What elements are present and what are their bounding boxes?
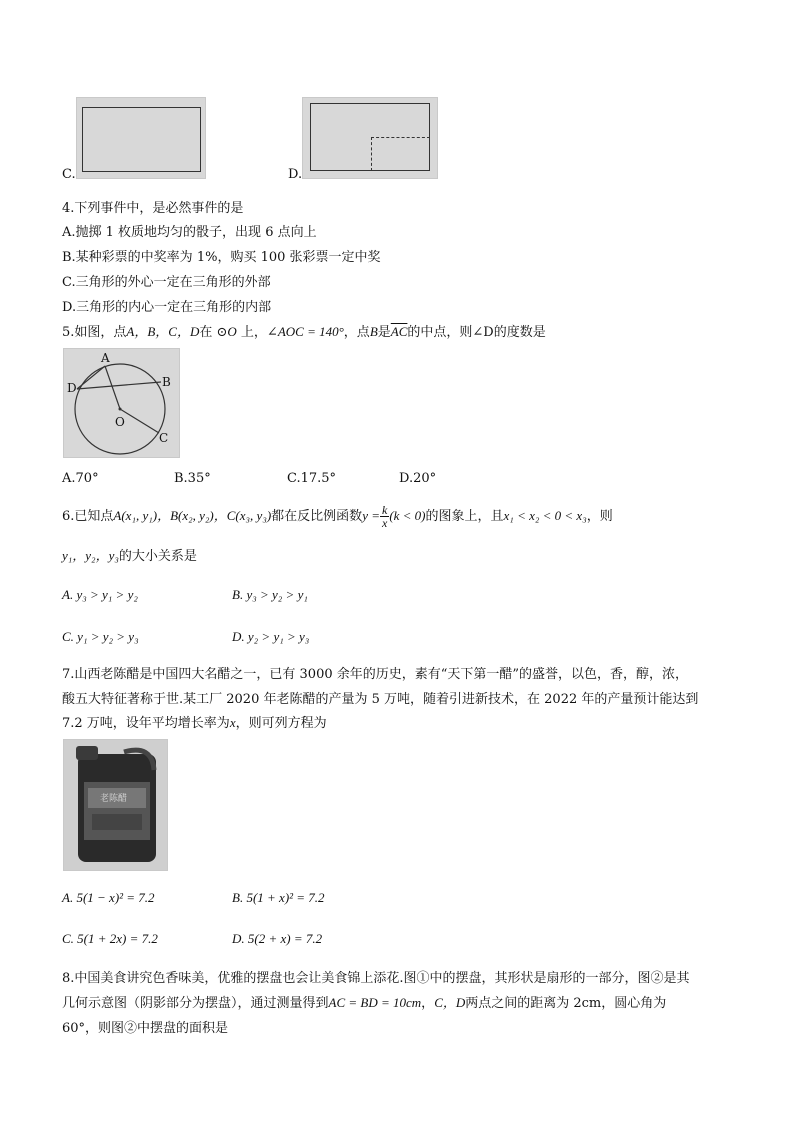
label-o: O (115, 415, 125, 429)
q8-line1: 8.中国美食讲究色香味美，优雅的摆盘也会让美食锦上添花.图①中的摆盘，其形状是扇形的一部分，图②是其 (62, 971, 690, 986)
q6-option-c: C. y₁ > y₂ > y₃ (62, 629, 139, 644)
label-b: B (162, 375, 171, 389)
vinegar-photo (63, 739, 168, 871)
q7-option-d: D. 5(2 + x) = 7.2 (232, 931, 323, 946)
q6-option-a: A. y₃ > y₁ > y₂ (62, 587, 138, 602)
q4-stem: 4.下列事件中，是必然事件的是 (62, 201, 244, 216)
vinegar-jug-image (64, 740, 167, 870)
q7-option-c: C. 5(1 + 2x) = 7.2 (62, 931, 158, 946)
label-c: C (159, 431, 169, 445)
q7-option-b: B. 5(1 + x)² = 7.2 (232, 890, 325, 905)
q6-option-b: B. y₃ > y₂ > y₁ (232, 587, 308, 602)
dashed-square (371, 137, 430, 171)
q4-option-a: A.抛掷 1 枚质地均匀的骰子，出现 6 点向上 (62, 225, 317, 240)
q5-stem: 5.如图，点A，B，C，D在 ⊙O 上，∠AOC = 140°，点B是$\overline{AC}$的中点，则∠D的度数是 (62, 324, 546, 340)
option-c-label: C. (62, 167, 76, 182)
q4-option-b: B.某种彩票的中奖率为 1%，购买 100 张彩票一定中奖 (62, 250, 381, 265)
q4-option-d: D.三角形的内心一定在三角形的内部 (62, 300, 272, 315)
q5-option-b: B.35° (174, 471, 211, 486)
q5-circle-figure (63, 348, 180, 458)
label-a: A (101, 351, 110, 365)
q6-stem-line2: y₁，y₂，y₃的大小关系是 (62, 548, 197, 564)
q4-option-c: C.三角形的外心一定在三角形的外部 (62, 275, 271, 290)
option-d-figure (302, 97, 438, 179)
option-d-label: D. (288, 167, 303, 182)
option-c-figure (76, 97, 206, 179)
label-d: D (67, 381, 77, 395)
q6-option-d: D. y₂ > y₁ > y₃ (232, 629, 310, 644)
q5-option-a: A.70° (62, 471, 99, 486)
rectangle-shape (82, 107, 201, 172)
q7-line3: 7.2 万吨，设年平均增长率为x，则可列方程为 (62, 715, 327, 731)
q8-line3: 60°，则图②中摆盘的面积是 (62, 1021, 229, 1036)
q5-option-d: D.20° (399, 471, 437, 486)
fraction-k-over-x: $\frac{k}{x}$ (381, 503, 388, 530)
q7-line1: 7.山西老陈醋是中国四大名醋之一，已有 3000 余年的历史，素有“天下第一醋”的盛誉，以色，香，醇，浓， (62, 667, 689, 682)
q6-stem-line1: 6.已知点A(x₁, y₁)，B(x₂, y₂)，C(x₃, y₃)都在反比例函数y = $\frac{k}{x}$ (k < 0)的图象上，且x₁ < x₂ < 0 < x₃，则 (62, 503, 613, 530)
q7-line2: 酸五大特征著称于世.某工厂 2020 年老陈醋的产量为 5 万吨，随着引进新技术，在 2022 年的产量预计能达到 (62, 692, 699, 707)
vinegar-label-text: 老陈醋 (100, 794, 128, 804)
q8-line2: 几何示意图（阴影部分为摆盘），通过测量得到AC = BD = 10cm，C，D两点之间的距离为 2cm，圆心角为 (62, 995, 667, 1011)
arc-ac: $\overline{AC}$ (390, 324, 408, 339)
q7-option-a: A. 5(1 − x)² = 7.2 (62, 890, 155, 905)
q5-option-c: C.17.5° (287, 471, 337, 486)
